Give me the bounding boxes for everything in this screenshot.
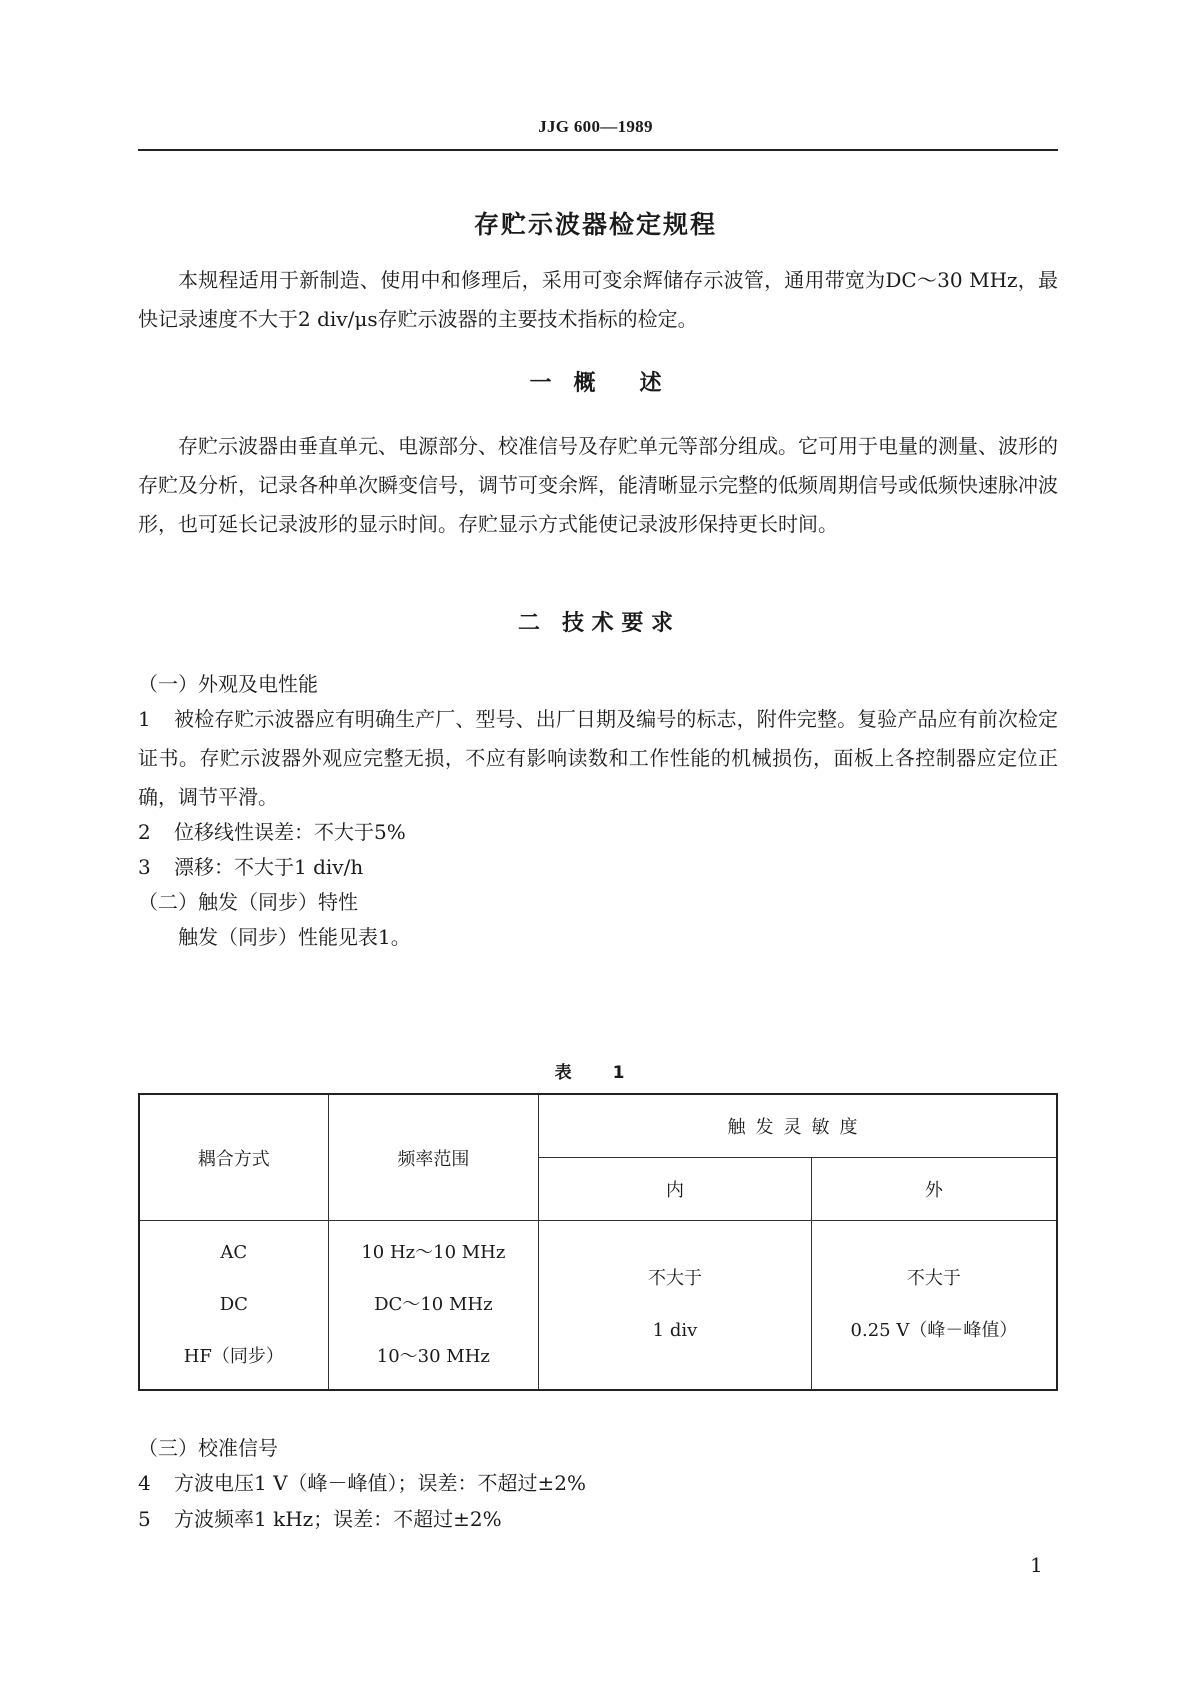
header-internal: 内: [539, 1158, 812, 1221]
subsection-2-heading: （二）触发（同步）特性: [138, 890, 358, 914]
internal-line-2: 1 div: [652, 1320, 698, 1341]
coupling-cell: [139, 1221, 328, 1391]
external-line-2: 0.25 V（峰－峰值）: [850, 1320, 1018, 1341]
item-text: 方波电压1 V（峰－峰值）；误差：不超过±2%: [174, 1471, 587, 1495]
coupling-ac: AC: [220, 1242, 248, 1263]
coupling-hf: HF（同步）: [183, 1346, 284, 1367]
page-number: 1: [1030, 1553, 1043, 1577]
item-text: 被检存贮示波器应有明确生产厂、型号、出厂日期及编号的标志，附件完整。复验产品应有前次检定证书。存贮示波器外观应完整无损，不应有影响读数和工作性能的机械损伤，面板上各控制器应定位正确，调节平滑。: [138, 707, 1058, 809]
freq-hf: 10～30 MHz: [376, 1346, 490, 1367]
item-1: [138, 700, 1058, 817]
header-trigger-sensitivity: 触发灵敏度: [539, 1094, 1057, 1158]
document-title: 存贮示波器检定规程: [473, 210, 717, 239]
item-text: 位移线性误差：不大于5%: [174, 820, 406, 844]
trigger-sensitivity-table: [138, 1093, 1058, 1391]
subsection-1-heading: （一）外观及电性能: [138, 672, 318, 696]
freq-ac: 10 Hz～10 MHz: [361, 1242, 506, 1263]
external-sensitivity-cell: [811, 1221, 1057, 1391]
item-text: 漂移：不大于1 div/h: [174, 855, 364, 879]
table-reference-note: 触发（同步）性能见表1。: [178, 925, 411, 949]
item-number: 2: [138, 820, 151, 844]
item-4: [138, 1469, 1058, 1497]
item-number: 4: [138, 1471, 151, 1495]
external-line-1: 不大于: [906, 1268, 961, 1289]
header-external: 外: [811, 1158, 1057, 1221]
section-1-heading: 一 概 述: [529, 371, 662, 396]
internal-sensitivity-cell: [539, 1221, 812, 1391]
item-2: [138, 818, 1058, 846]
item-text: 方波频率1 kHz；误差：不超过±2%: [174, 1507, 502, 1531]
item-number: 5: [138, 1507, 151, 1531]
frequency-range-cell: [328, 1221, 538, 1391]
section-1-body: 存贮示波器由垂直单元、电源部分、校准信号及存贮单元等部分组成。它可用于电量的测量、波形的存贮及分析，记录各种单次瞬变信号，调节可变余辉，能清晰显示完整的低频周期信号或低频快速脉冲波形，也可延长记录波形的显示时间。存贮显示方式能使记录波形保持更长时间。: [138, 434, 1058, 536]
header-frequency-range: 频率范围: [328, 1094, 538, 1221]
item-number: 3: [138, 855, 151, 879]
header-rule: [138, 149, 1058, 151]
table-caption: 表 1: [554, 1063, 637, 1083]
coupling-dc: DC: [219, 1294, 248, 1315]
section-2-heading: 二 技 术 要 求: [518, 611, 673, 636]
standard-code: JJG 600—1989: [538, 117, 653, 136]
intro-paragraph: 本规程适用于新制造、使用中和修理后，采用可变余辉储存示波管，通用带宽为DC～30 MHz，最快记录速度不大于2 div/μs存贮示波器的主要技术指标的检定。: [138, 268, 1058, 331]
internal-line-1: 不大于: [647, 1268, 702, 1289]
item-5: [138, 1505, 1058, 1533]
item-3: [138, 853, 1058, 881]
freq-dc: DC～10 MHz: [374, 1294, 493, 1315]
subsection-3-heading: （三）校准信号: [138, 1436, 278, 1460]
header-coupling: 耦合方式: [139, 1094, 328, 1221]
item-number: 1: [138, 707, 151, 731]
